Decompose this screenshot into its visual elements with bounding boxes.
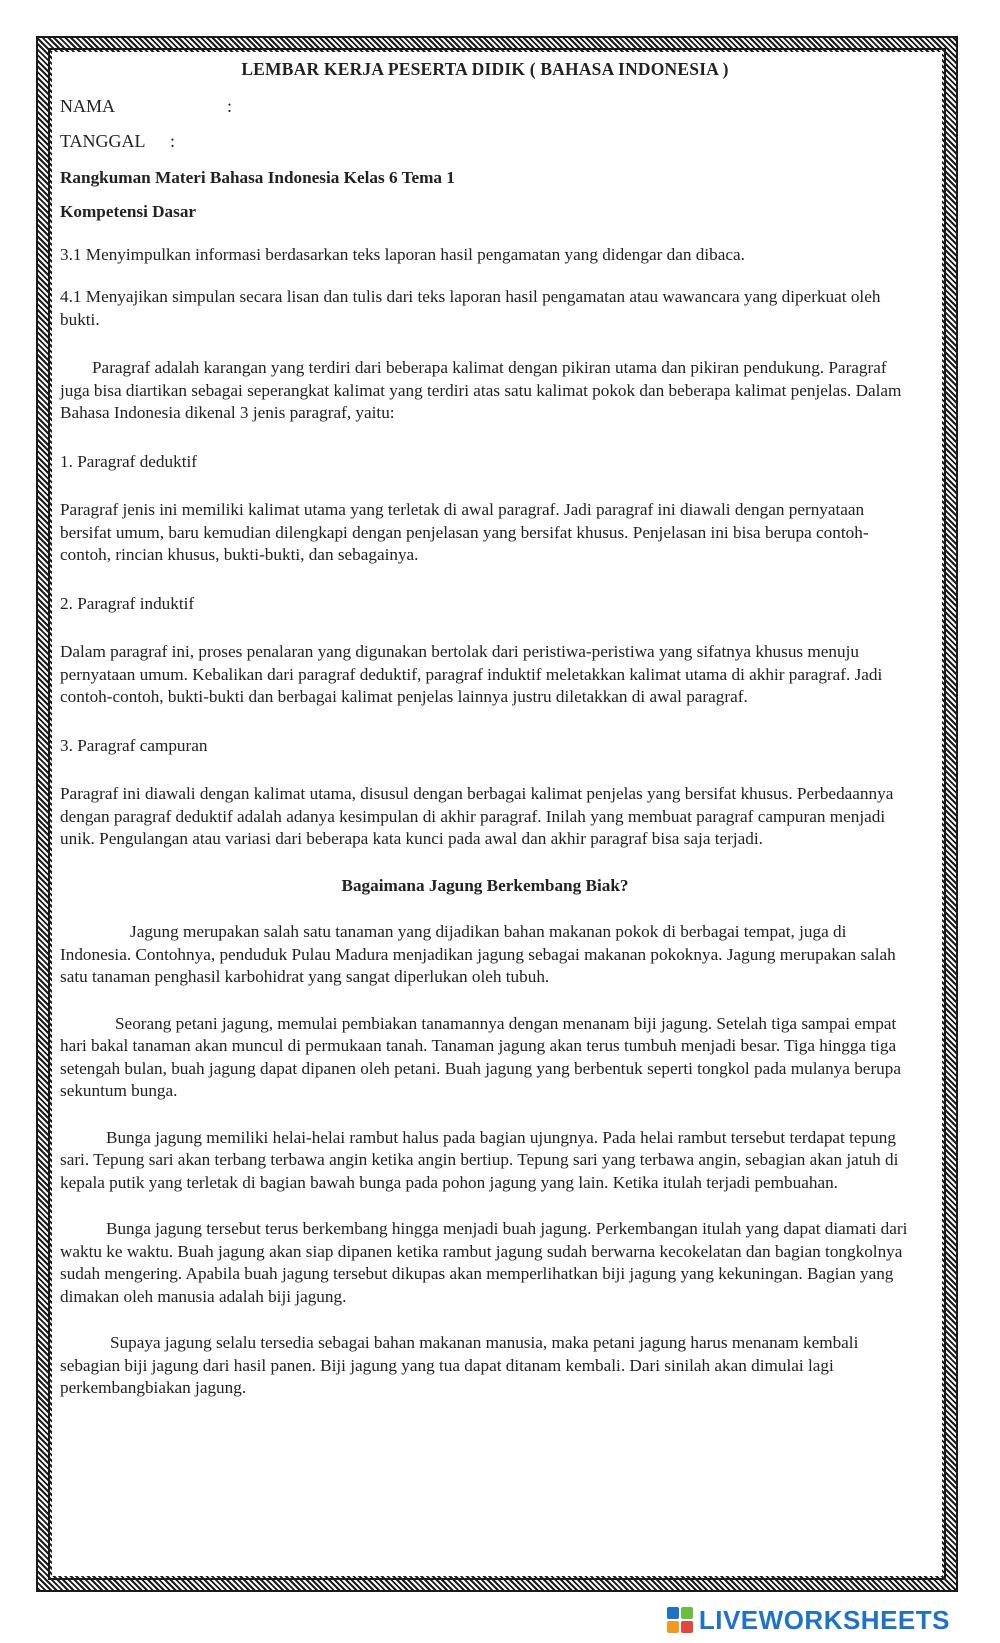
logo-square-orange xyxy=(667,1621,679,1633)
liveworksheets-brand-text: LIVEWORKSHEETS xyxy=(698,1604,950,1635)
reading-paragraph-4: Bunga jagung tersebut terus berkembang hingga menjadi buah jagung. Perkembangan itulah yang dapat diamati dari waktu ke waktu. Buah jagung akan siap dipanen ketika rambut jagung sudah berwarna kecokelatan dan bagian tongkolnya sudah mengering. Apabila buah jagung tersebut dikupas akan memperlihatkan biji jagung yang kekuningan. Bagian yang dimakan oleh manusia adalah biji jagung. xyxy=(60,1219,908,1306)
date-field[interactable] xyxy=(60,130,910,156)
reading-paragraph-2: Seorang petani jagung, memulai pembiakan tanamannya dengan menanam biji jagung. Setelah tiga sampai empat hari bakal tanaman akan muncul di permukaan tanah. Tanaman jagung akan terus tumbuh menjadi besar. Tiga hingga tiga setengah bulan, buah jagung dapat dipanen oleh petani. Buah jagung yang berbentuk seperti tongkol pada mulanya berupa sekuntum bunga. xyxy=(60,1013,901,1100)
name-colon: : xyxy=(227,95,233,116)
reading-title: Bagaimana Jagung Berkembang Biak? xyxy=(341,875,629,895)
worksheet-content xyxy=(60,56,910,1400)
logo-square-red xyxy=(681,1621,693,1633)
summary-heading: Rangkuman Materi Bahasa Indonesia Kelas 6 Tema 1 xyxy=(60,167,455,187)
paragraph-intro: Paragraf adalah karangan yang terdiri dari beberapa kalimat dengan pikiran utama dan pikiran pendukung. Paragraf juga bisa diartikan sebagai seperangkat kalimat yang terdiri atas satu kalimat pokok dan beberapa kalimat penjelas. Dalam Bahasa Indonesia dikenal 3 jenis paragraf, yaitu: xyxy=(60,358,902,422)
type-3-heading: 3. Paragraf campuran xyxy=(60,735,208,755)
liveworksheets-logo-icon xyxy=(667,1607,693,1633)
name-field[interactable] xyxy=(60,95,910,121)
reading-paragraph-5: Supaya jagung selalu tersedia sebagai bahan makanan manusia, maka petani jagung harus menanam kembali sebagian biji jagung dari hasil panen. Biji jagung yang tua dapat ditanam kembali. Dari sinilah akan dimulai lagi perkembangbiakan jagung. xyxy=(60,1333,859,1397)
liveworksheets-logo[interactable] xyxy=(667,1603,950,1637)
kd-item-1: 3.1 Menyimpulkan informasi berdasarkan teks laporan hasil pengamatan yang didengar dan dibaca. xyxy=(60,244,745,264)
logo-square-blue xyxy=(667,1607,679,1619)
reading-paragraph-3: Bunga jagung memiliki helai-helai rambut halus pada bagian ujungnya. Pada helai rambut tersebut terdapat tepung sari. Tepung sari akan terbang terbawa angin ketika angin bertiup. Tepung sari yang terbawa angin, sebagian akan jatuh di kepala putik yang terletak di bagian bawah bunga pada pohon jagung yang lain. Ketika itulah terjadi pembuahan. xyxy=(60,1127,899,1192)
type-2-heading: 2. Paragraf induktif xyxy=(60,593,195,613)
date-colon: : xyxy=(170,130,176,151)
kd-heading: Kompetensi Dasar xyxy=(60,202,197,221)
kd-item-2: 4.1 Menyajikan simpulan secara lisan dan tulis dari teks laporan hasil pengamatan atau wawancara yang diperkuat oleh bukti. xyxy=(60,287,881,329)
worksheet-title: LEMBAR KERJA PESERTA DIDIK ( BAHASA INDONESIA ) xyxy=(241,59,729,79)
type-1-text: Paragraf jenis ini memiliki kalimat utama yang terletak di awal paragraf. Jadi paragraf ini diawali dengan pernyataan bersifat umum, baru kemudian dilengkapi dengan penjelasan yang bersifat khusus. Penjelasan ini bisa berupa contoh-contoh, rincian khusus, bukti-bukti, dan sebagainya. xyxy=(60,500,869,564)
name-label: NAMA xyxy=(60,95,116,116)
reading-paragraph-1: Jagung merupakan salah satu tanaman yang dijadikan bahan makanan pokok di berbagai tempat, juga di Indonesia. Contohnya, penduduk Pulau Madura menjadikan jagung sebagai makanan pokoknya. Jagung merupakan salah satu tanaman penghasil karbohidrat yang sangat diperlukan oleh tubuh. xyxy=(60,922,896,986)
date-label: TANGGAL xyxy=(60,130,146,151)
type-1-heading: 1. Paragraf deduktif xyxy=(60,451,197,471)
logo-square-green xyxy=(681,1607,693,1619)
type-3-text: Paragraf ini diawali dengan kalimat utama, disusul dengan berbagai kalimat penjelas yang bersifat khusus. Perbedaannya dengan paragraf deduktif adalah adanya kesimpulan di akhir paragraf. Inilah yang membuat paragraf campuran menjadi unik. Pengulangan atau variasi dari beberapa kata kunci pada awal dan akhir paragraf bisa saja terjadi. xyxy=(60,784,894,848)
type-2-text: Dalam paragraf ini, proses penalaran yang digunakan bertolak dari peristiwa-peristiwa yang sifatnya khusus menuju pernyataan umum. Kebalikan dari paragraf deduktif, paragraf induktif meletakkan kalimat utama di akhir paragraf. Jadi contoh-contoh, bukti-bukti dan berbagai kalimat penjelas lainnya justru diletakkan di awal paragraf. xyxy=(60,642,883,706)
